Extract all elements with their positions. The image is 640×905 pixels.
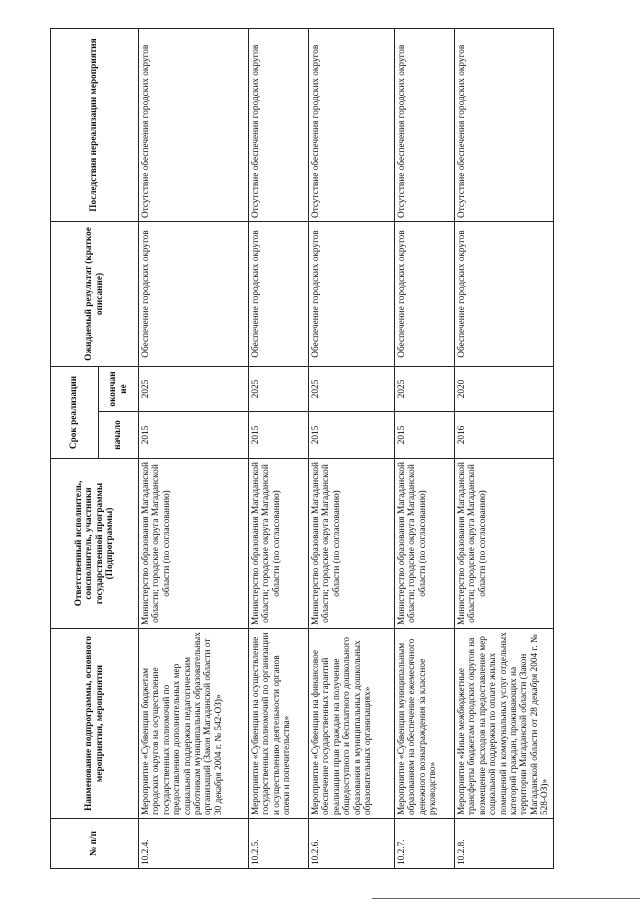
row-start: 2016 [455,412,554,459]
row-result: Обеспечение городских округов [455,222,554,367]
page-bottom-divider [372,898,640,899]
row-end: 2025 [309,367,395,412]
header-end: окончание [99,367,139,412]
row-end: 2025 [139,367,249,412]
header-executor: Ответственный исполнитель, соисполнитель, участники государственной программы (Подпрограммы) [51,459,139,629]
row-num: 10.2.8. [455,819,554,869]
row-start: 2015 [139,412,249,459]
table-row [395,29,455,869]
row-end: 2025 [249,367,309,412]
row-executor: Министерство образования Магаданской области; городские округа Магаданской области (по согласованию) [249,459,309,629]
header-result: Ожидаемый результат (краткое описание) [51,222,139,367]
rotated-table-container [50,29,551,869]
row-name: Мероприятие «Субвенции на осуществление государственных полномочий по организации и осуществлению деятельности органов опеки и попечительства» [249,629,309,819]
row-consequences: Отсутствие обеспечения городских округов [309,29,395,222]
row-name: Мероприятие «Субвенции бюджетам городских округов на осуществление государственных полномочий по предоставлению дополнительных мер социальной поддержки педагогическим работникам муниципальных образовательных организаций (Закон Магаданской области от 30 декабря 2004 г. № 542-ОЗ)» [139,629,249,819]
row-end: 2025 [395,367,455,412]
row-start: 2015 [309,412,395,459]
row-executor: Министерство образования Магаданской области; городские округа Магаданской области (по согласованию) [395,459,455,629]
row-name: Мероприятие «Иные межбюджетные трансферты бюджетам городских округов на возмещение расходов на предоставление мер социальной поддержки по оплате жилых помещений и коммунальных услуг отдельных категорий граждан, проживающих на территории Магаданской области (Закон Магаданской области от 28 декабря 2004 г. № 528-ОЗ)» [455,629,554,819]
row-num: 10.2.7. [395,819,455,869]
table-row [139,29,249,869]
header-num: № п/п [51,819,139,869]
table-row [309,29,395,869]
header-period: Срок реализации [51,367,99,459]
row-consequences: Отсутствие обеспечения городских округов [139,29,249,222]
row-start: 2015 [395,412,455,459]
row-consequences: Отсутствие обеспечения городских округов [455,29,554,222]
header-name: Наименование подпрограммы, основного мероприятия, мероприятия [51,629,139,819]
table-row [249,29,309,869]
row-executor: Министерство образования Магаданской области; городские округа Магаданской области (по согласованию) [309,459,395,629]
row-num: 10.2.4. [139,819,249,869]
row-executor: Министерство образования Магаданской области; городские округа Магаданской области (по согласованию) [139,459,249,629]
row-executor: Министерство образования Магаданской области; городские округа Магаданской области (по согласованию) [455,459,554,629]
table-row [455,29,554,869]
row-num: 10.2.6. [309,819,395,869]
row-start: 2015 [249,412,309,459]
header-consequences: Последствия нереализации мероприятия [51,29,139,222]
row-consequences: Отсутствие обеспечения городских округов [249,29,309,222]
row-name: Мероприятие «Субвенции на финансовое обеспечение государственных гарантий реализации прав граждан на получение общедоступного и бесплатного дошкольного образования в муниципальных дошкольных образовательных организациях» [309,629,395,819]
row-result: Обеспечение городских округов [309,222,395,367]
row-num: 10.2.5. [249,819,309,869]
row-end: 2020 [455,367,554,412]
row-consequences: Отсутствие обеспечения городских округов [395,29,455,222]
row-result: Обеспечение городских округов [249,222,309,367]
program-activities-table [50,28,554,869]
row-result: Обеспечение городских округов [395,222,455,367]
row-result: Обеспечение городских округов [139,222,249,367]
header-start: начало [99,412,139,459]
row-name: Мероприятие «Субвенции муниципальным образованиям на обеспечение ежемесячного денежного вознаграждения за классное руководство» [395,629,455,819]
